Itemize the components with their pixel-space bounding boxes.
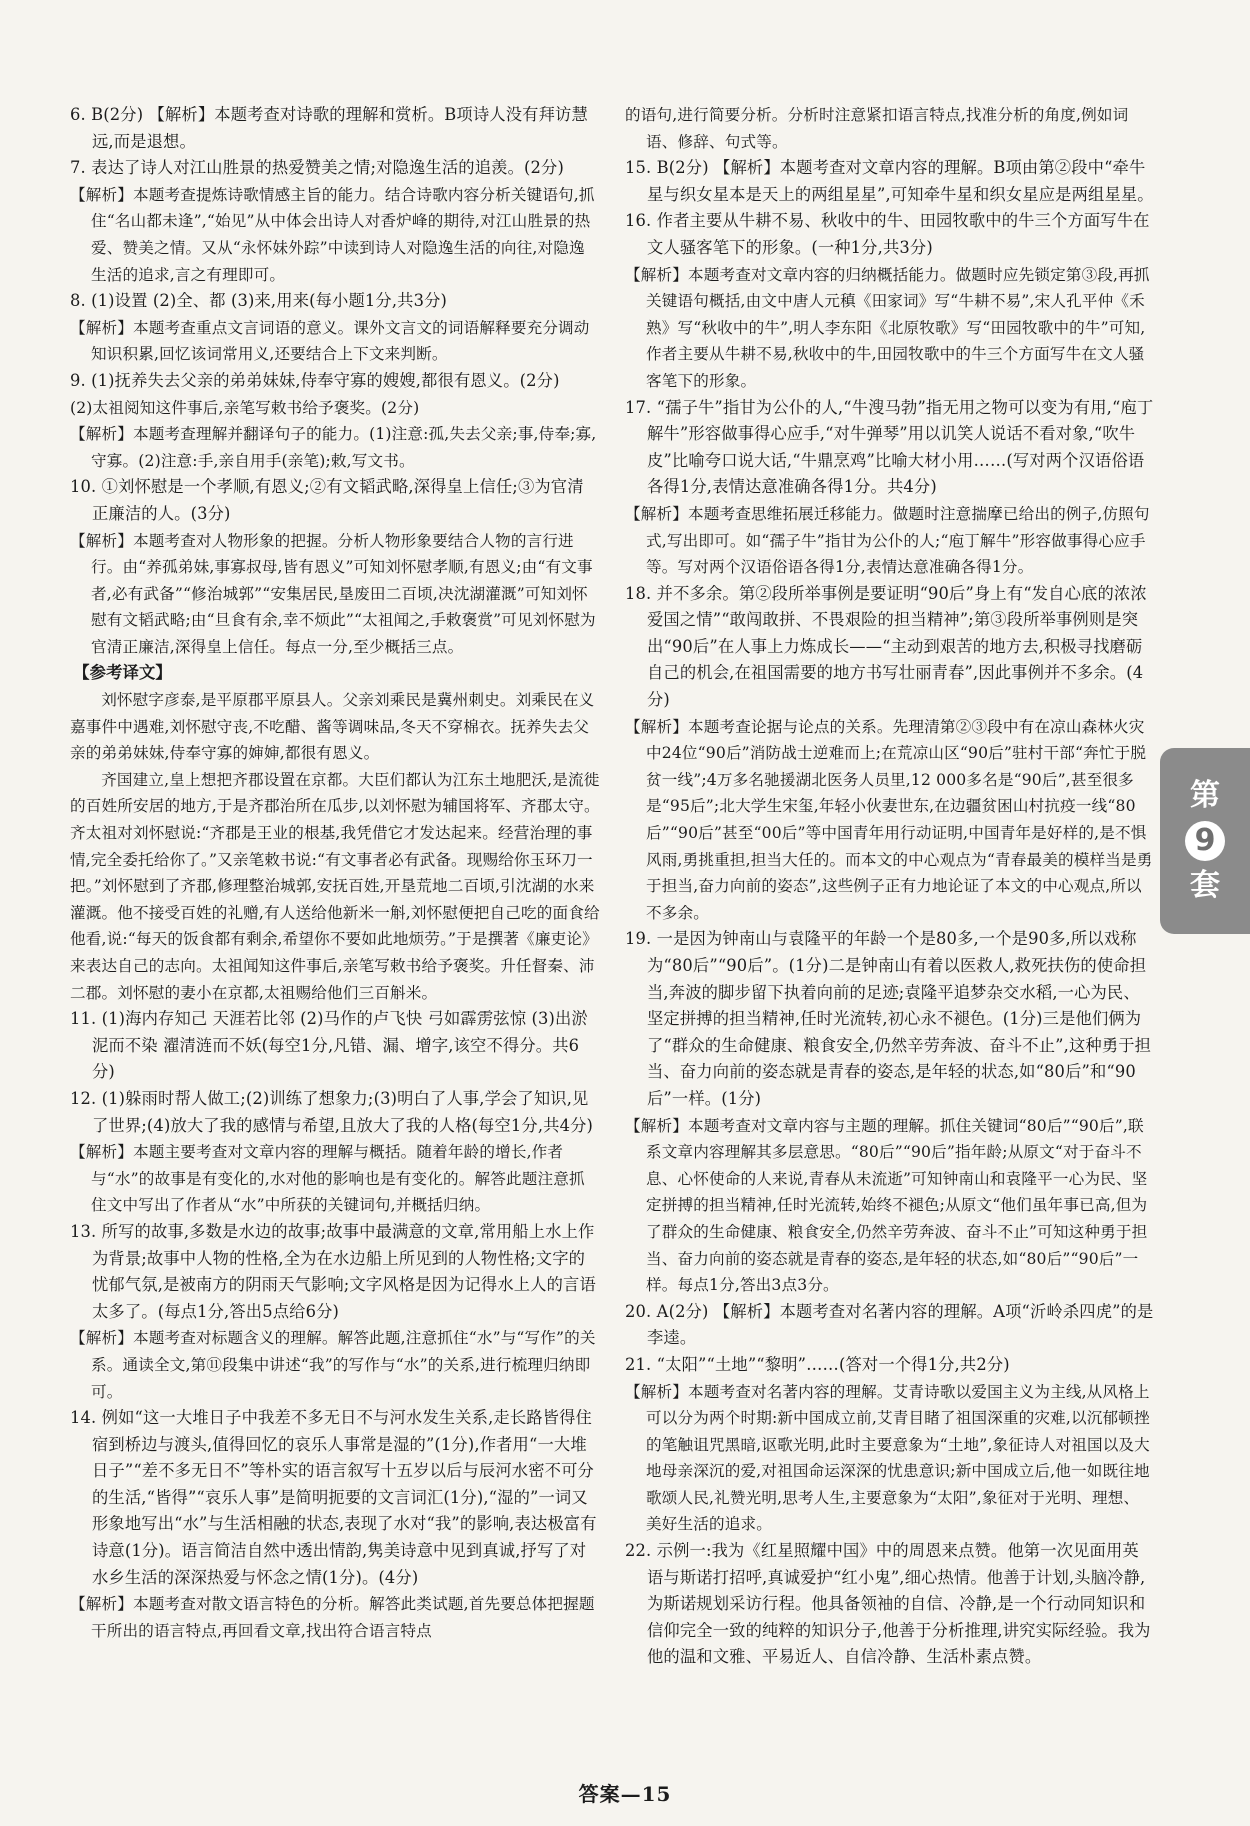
translation-paragraph: 齐国建立,皇上想把齐郡设置在京都。大臣们都认为江东土地肥沃,是流徙的百姓所安居的地方,于是齐郡治所在瓜步,以刘怀慰为辅国将军、齐郡太守。齐太祖对刘怀慰说:“齐郡是王业的根基,我凭借它才发达起来。经营治理的事情,完全委托给你了。”又亲笔敕书说:“有文事者必有武备。现赐给你玉环刀一把。”刘怀慰到了齐郡,修理整治城郭,安抚百姓,开垦荒地二百顷,引沈湖的水来灌溉。他不接受百姓的礼赠,有人送给他新米一斛,刘怀慰便把自己吃的面食给他看,说:“每天的饭食都有剩余,希望你不要如此地烦劳。”于是撰著《廉吏论》来表达自己的志向。太祖闻知这件事后,亲笔写敕书给予褒奖。升任督秦、沛二郡。刘怀慰的妻小在京都,太祖赐给他们三百斛米。 [70,770,600,1002]
analysis-paragraph: 【解析】本题考查对标题含义的理解。解答此题,注意抓住“水”与“写作”的关系。通读全文,第⑪段集中讲述“我”的写作与“水”的关系,进行梳理归纳即可。 [70,1329,596,1401]
answer-item: 15. B(2分) 【解析】本题考查对文章内容的理解。B项由第②段中“牵牛星与织女星本是天上的两组星星”,可知牵牛星和织女星应是两组星星。 [625,158,1154,204]
answer-item: 10. ①刘怀慰是一个孝顺,有恩义;②有文韬武略,深得皇上信任;③为官清正廉洁的人。(3分) [70,477,584,523]
answer-item: 21. “太阳”“土地”“黎明”……(答对一个得1分,共2分) [625,1354,1010,1374]
analysis-paragraph: 【解析】本题考查对人物形象的把握。分析人物形象要结合人物的言行进行。由“养孤弟妹,事寡叔母,皆有恩义”可知刘怀慰孝顺,有恩义;由“有文事者,必有武备”“修治城郭”“安集居民,垦废田二百顷,决沈湖灌溉”可知刘怀慰有文韬武略;由“旦食有余,幸不烦此”“太祖闻之,手敕褒赏”可见刘怀慰为官清正廉洁,深得皇上信任。每点一分,至少概括三点。 [70,531,596,656]
answer-item: 9. (1)抚养失去父亲的弟弟妹妹,侍奉守寡的嫂嫂,都很有恩义。(2分) [70,370,560,390]
answer-item: 18. 并不多余。第②段所举事例是要证明“90后”身上有“发自心底的浓浓爱国之情”“敢闯敢拼、不畏艰险的担当精神”;第③段所举事例则是突出“90后”在人事上力炼成长——“主动到艰苦的地方去,积极寻找磨砺自己的机会,在祖国需要的地方书写壮丽青春”,因此事例并不多余。(4分) [625,583,1147,710]
reference-heading: 【参考译文】 [73,663,172,683]
analysis-paragraph: 【解析】本题考查对文章内容的归纳概括能力。做题时应先锁定第③段,再抓关键语句概括,由文中唐人元稹《田家词》写“牛耕不易”,宋人孔平仲《禾熟》写“秋收中的牛”,明人李东阳《北原牧歌》写“田园牧歌中的牛”可知,作者主要从牛耕不易,秋收中的牛,田园牧歌中的牛三个方面写牛在文人骚客笔下的形象。 [625,265,1150,390]
left-column [70,102,600,1644]
set-tab-top: 第 [1190,778,1220,813]
analysis-paragraph: 【解析】本题考查论据与论点的关系。先理清第②③段中有在凉山森林火灾中24位“90后”消防战士逆难而上;在荒凉山区“90后”驻村干部“奔忙于脱贫一线”;4万多名驰援湖北医务人员里,12 000多名是“90后”,甚至很多是“95后”;北大学生宋玺,年轻小伙妻世东,在边疆贫困山村抗疫一线“80后”“90后”甚至“00后”等中国青年用行动证明,中国青年是好样的,是不惧风雨,勇挑重担,担当大任的。而本文的中心观点为“青春最美的模样当是勇于担当,奋力向前的姿态”,这些例子正有力地论证了本文的中心观点,所以不多余。 [625,717,1153,922]
answer-item: 14. 例如“这一大堆日子中我差不多无日不与河水发生关系,走长路皆得住宿到桥边与渡头,值得回忆的哀乐人事常是湿的”(1分),作者用“一大堆日子”“差不多无日不”等朴实的语言叙写十五岁以后与辰河水密不可分的生活,“皆得”“哀乐人事”是简明扼要的文言词汇(1分),“湿的”一词又形象地写出“水”与生活相融的状态,表现了水对“我”的影响,表达极富有诗意(1分)。语言简洁自然中透出情韵,隽美诗意中见到真诚,抒写了对水乡生活的深深热爱与怀念之情(1分)。(4分) [70,1408,597,1587]
answer-item: 11. (1)海内存知己 天涯若比邻 (2)马作的卢飞快 弓如霹雳弦惊 (3)出淤泥而不染 濯清涟而不妖(每空1分,凡错、漏、增字,该空不得分。共6分) [70,1009,588,1082]
analysis-paragraph: 【解析】本题考查重点文言词语的意义。课外文言文的词语解释要充分调动知识积累,回忆该词常用义,还要结合上下文来判断。 [70,318,590,364]
answer-item: 8. (1)设置 (2)全、都 (3)来,用来(每小题1分,共3分) [70,291,448,311]
answer-item: 16. 作者主要从牛耕不易、秋收中的牛、田园牧歌中的牛三个方面写牛在文人骚客笔下的形象。(一种1分,共3分) [625,211,1150,257]
analysis-paragraph: 【解析】本题考查思维拓展迁移能力。做题时注意揣摩已给出的例子,仿照句式,写出即可。如“孺子牛”指甘为公仆的人;“庖丁解牛”形容做事得心应手等。写对两个汉语俗语各得1分,表情达意准确各得1分。 [625,504,1150,577]
answer-item: 13. 所写的故事,多数是水边的故事;故事中最满意的文章,常用船上水上作为背景;故事中人物的性格,全为在水边船上所见到的人物性格;文字的忧郁气氛,是被南方的阴雨天气影响;文字风格是因为记得水上人的言语太多了。(每点1分,答出5点给6分) [70,1221,596,1321]
right-column [625,102,1155,1671]
answer-item: 17. “孺子牛”指甘为公仆的人,“牛溲马勃”指无用之物可以变为有用,“庖丁解牛”形容做事得心应手,“对牛弹琴”用以讥笑人说话不看对象,“吹牛皮”比喻夸口说大话,“牛鼎烹鸡”比喻大材小用……(写对两个汉语俗语各得1分,表情达意准确各得1分。共4分) [625,397,1154,497]
analysis-paragraph: 【解析】本题考查对名著内容的理解。艾青诗歌以爱国主义为主线,从风格上可以分为两个时期:新中国成立前,艾青目睹了祖国深重的灾难,以沉郁顿挫的笔触诅咒黑暗,讴歌光明,此时主要意象为“土地”,象征诗人对祖国以及大地母亲深沉的爱,对祖国命运深深的忧患意识;新中国成立后,他一如既往地歌颂人民,礼赞光明,思考人生,主要意象为“太阳”,象征对于光明、理想、美好生活的追求。 [625,1382,1150,1534]
set-tab-number: 9 [1185,821,1225,861]
analysis-paragraph: 【解析】本题主要考查对文章内容的理解与概括。随着年龄的增长,作者与“水”的故事是有变化的,水对他的影响也是有变化的。解答此题注意抓住文中写出了作者从“水”中所获的关键词句,并概括归纳。 [70,1143,585,1215]
analysis-paragraph: 【解析】本题考查提炼诗歌情感主旨的能力。结合诗歌内容分析关键语句,抓住“名山都未逢”,“始见”从中体会出诗人对香炉峰的期待,对江山胜景的热爱、赞美之情。又从“永怀妹外踪”中读到诗人对隐逸生活的向往,对隐逸生活的追求,言之有理即可。 [70,185,595,284]
answer-item: 19. 一是因为钟南山与袁隆平的年龄一个是80多,一个是90多,所以戏称为“80后”“90后”。(1分)二是钟南山有着以医救人,救死扶伤的使命担当,奔波的脚步留下执着向前的足迹;袁隆平追梦杂交水稻,一心为民、坚定拼搏的担当精神,任时光流转,初心永不褪色。(1分)三是他们俩为了“群众的生命健康、粮食安全,仍然辛劳奔波、奋斗不止”,这种勇于担当、奋力向前的姿态就是青春的姿态,是年轻的状态,如“80后”和“90后”一样。(1分) [625,929,1152,1108]
answer-item: 6. B(2分) 【解析】本题考查对诗歌的理解和赏析。B项诗人没有拜访慧远,而是退想。 [70,105,588,151]
analysis-paragraph: 的语句,进行简要分析。分析时注意紧扣语言特点,找准分析的角度,例如词语、修辞、句式等。 [625,106,1129,151]
answer-item: 12. (1)躲雨时帮人做工;(2)训练了想象力;(3)明白了人事,学会了知识,见了世界;(4)放大了我的感情与希望,且放大了我的人格(每空1分,共4分) [70,1088,594,1135]
set-number-tab [1160,748,1250,934]
set-tab-bottom: 套 [1190,868,1220,903]
answer-item: 22. 示例一:我为《红星照耀中国》中的周恩来点赞。他第一次见面用英语与斯诺打招呼,真诚爱护“红小鬼”,细心热情。他善于计划,头脑冷静,为斯诺规划采访行程。他具备领袖的自信、冷静,是一个行动同知识和信仰完全一致的纯粹的知识分子,他善于分析推理,讲究实际经验。我为他的温和文雅、平易近人、自信冷静、生活朴素点赞。 [625,1541,1151,1667]
page-footer: 答案—15 [578,1782,672,1806]
analysis-paragraph: 【解析】本题考查对散文语言特色的分析。解答此类试题,首先要总体把握题干所出的语言特点,再回看文章,找出符合语言特点 [70,1595,595,1640]
analysis-paragraph: (2)太祖阅知这件事后,亲笔写敕书给予褒奖。(2分) [70,398,420,417]
translation-paragraph: 刘怀慰字彦泰,是平原郡平原县人。父亲刘乘民是冀州刺史。刘乘民在义嘉事件中遇难,刘怀慰守丧,不吃醋、酱等调味品,冬天不穿棉衣。抚养失去父亲的弟弟妹妹,侍奉守寡的婶婶,都很有恩义。 [70,691,595,763]
analysis-paragraph: 【解析】本题考查理解并翻译句子的能力。(1)注意:孤,失去父亲;事,侍奉;寡,守寡。(2)注意:手,亲自用手(亲笔);敕,写文书。 [70,425,597,470]
answer-item: 7. 表达了诗人对江山胜景的热爱赞美之情;对隐逸生活的追羡。(2分) [70,158,564,178]
analysis-paragraph: 【解析】本题考查对文章内容与主题的理解。抓住关键词“80后”“90后”,联系文章内容理解其多层意思。“80后”“90后”指年龄;从原文“对于奋斗不息、心怀使命的人来说,青春从未流逝”可知钟南山和袁隆平一心为民、坚定拼搏的担当精神,任时光流转,始终不褪色;从原文“他们虽年事已高,但为了群众的生命健康、粮食安全,仍然辛劳奔波、奋斗不止”可知这种勇于担当、奋力向前的姿态就是青春的姿态,是年轻的状态,如“80后”“90后”一样。每点1分,答出3点3分。 [625,1116,1148,1295]
answer-item: 20. A(2分) 【解析】本题考查对名著内容的理解。A项“沂岭杀四虎”的是李逵。 [625,1301,1154,1348]
